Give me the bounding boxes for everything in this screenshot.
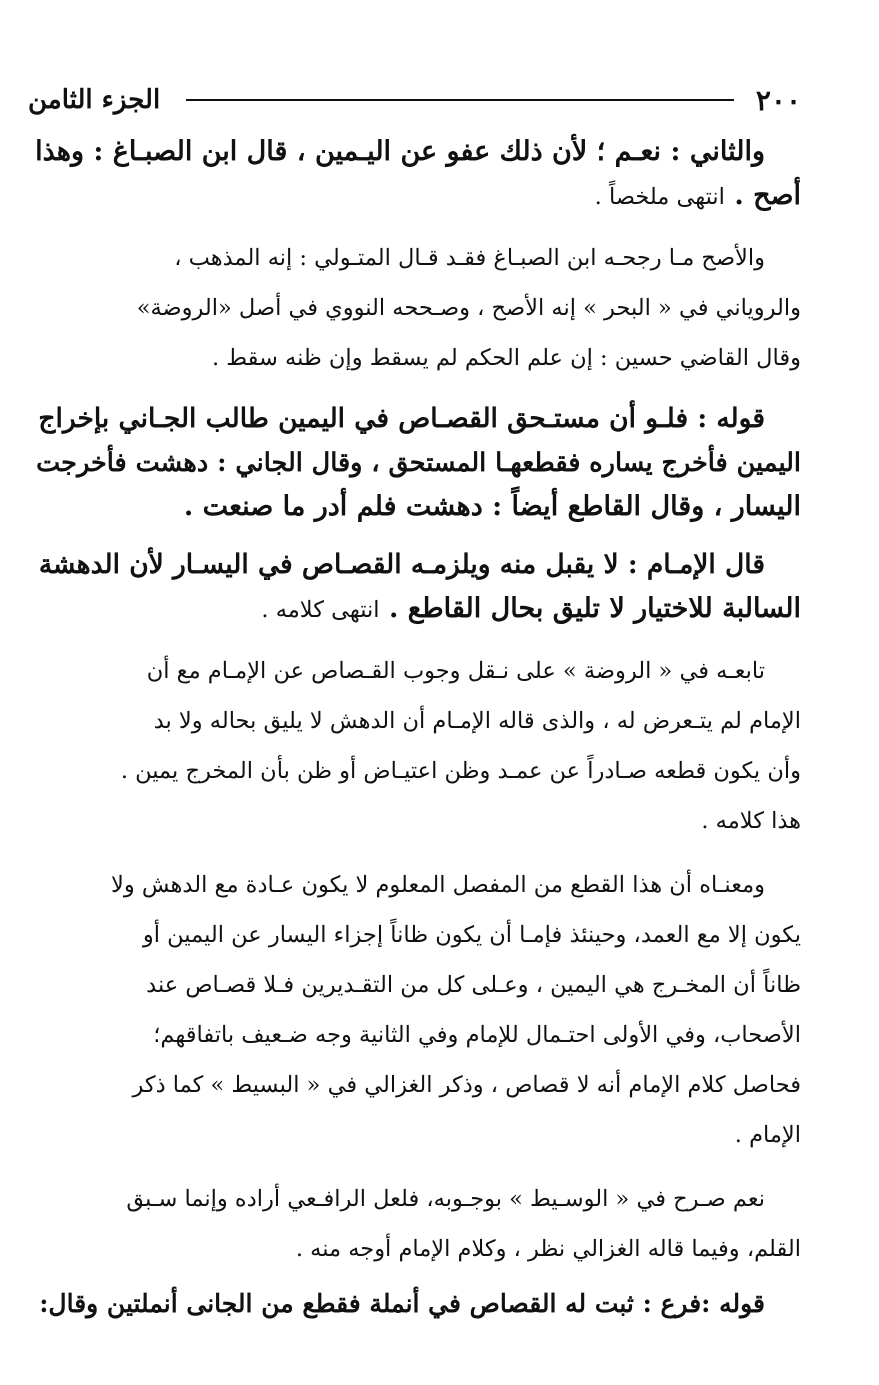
paragraph-1 [28, 130, 801, 219]
paragraph-2 [28, 233, 801, 383]
bold-segment: أصح . [734, 180, 801, 211]
text-line [28, 587, 801, 632]
text-line: القلم، وفيما قاله الغزالي نظر ، وكلام الإمام أوجه منه . [295, 1236, 801, 1262]
text-line: الإمام لم يتـعرض له ، والذى قاله الإمـام أن الدهش لا يليق بحاله ولا بد [153, 708, 801, 734]
text-line: يكون إلا مع العمد، وحينئذ فإمـا أن يكون ظاناً إجزاء اليسار عن اليمين أو [142, 922, 801, 948]
text-line: قوله :فرع : ثبت له القصاص في أنملة فقطع من الجانى أنملتين وقال: [39, 1289, 765, 1318]
text-line: تابعـه في « الروضة » على نـقل وجوب القـصاص عن الإمـام مع أن [146, 658, 765, 684]
page-header [28, 78, 801, 122]
page-number: ٢٠٠ [755, 83, 801, 117]
paragraph-4 [28, 543, 801, 632]
paragraph-6 [28, 860, 801, 1160]
text-line: اليسار ، وقال القاطع أيضاً : دهشت فلم أدر ما صنعت . [183, 491, 801, 522]
text-line: والثاني : نعـم ؛ لأن ذلك عفو عن اليـمين ، قال ابن الصبـاغ : وهذا [35, 136, 765, 167]
text-line: ومعنـاه أن هذا القطع من المفصل المعلوم لا يكون عـادة مع الدهش ولا [111, 872, 765, 898]
text-line: الإمام . [734, 1122, 801, 1148]
book-page [28, 78, 801, 1345]
normal-segment: انتهى كلامه . [261, 597, 380, 623]
running-title: الجزء الثامن [28, 85, 161, 115]
paragraph-7 [28, 1174, 801, 1274]
paragraph-8 [28, 1282, 801, 1326]
text-line: فحاصل كلام الإمام أنه لا قصاص ، وذكر الغزالي في « البسيط » كما ذكر [132, 1072, 801, 1098]
header-rule [186, 99, 734, 101]
text-line: قوله : فلـو أن مستـحق القصـاص في اليمين طالب الجـاني بإخراج [38, 403, 765, 434]
text-line: والروياني في « البحر » إنه الأصح ، وصـححه النووي في أصل «الروضة» [136, 295, 801, 321]
text-line: قال الإمـام : لا يقبل منه ويلزمـه القصـاص في اليسـار لأن الدهشة [38, 549, 765, 580]
text-line: اليمين فأخرج يساره فقطعهـا المستحق ، وقال الجاني : دهشت فأخرجت [36, 448, 801, 478]
text-line: نعم صـرح في « الوسـيط » بوجـوبه، فلعل الرافـعي أراده وإنما سـبق [126, 1186, 765, 1212]
text-line: ظاناً أن المخـرج هي اليمين ، وعـلى كل من التقـديرين فـلا قصـاص عند [146, 972, 801, 998]
normal-segment: انتهى ملخصاً . [594, 184, 725, 210]
text-line: وقال القاضي حسين : إن علم الحكم لم يسقط وإن ظنه سقط . [211, 345, 801, 371]
text-line: الأصحاب، وفي الأولى احتـمال للإمام وفي الثانية وجه ضـعيف باتفاقهم؛ [153, 1022, 801, 1048]
text-line: وأن يكون قطعه صـادراً عن عمـد وظن اعتيـاض أو ظن بأن المخرج يمين . [120, 758, 801, 784]
paragraph-5 [28, 646, 801, 846]
text-line: هذا كلامه . [701, 808, 801, 834]
text-line [28, 174, 801, 219]
paragraph-3 [28, 397, 801, 529]
bold-segment: السالبة للاختيار لا تليق بحال القاطع . [388, 593, 801, 624]
text-line: والأصح مـا رجحـه ابن الصبـاغ فقـد قـال المتـولي : إنه المذهب ، [174, 245, 765, 271]
